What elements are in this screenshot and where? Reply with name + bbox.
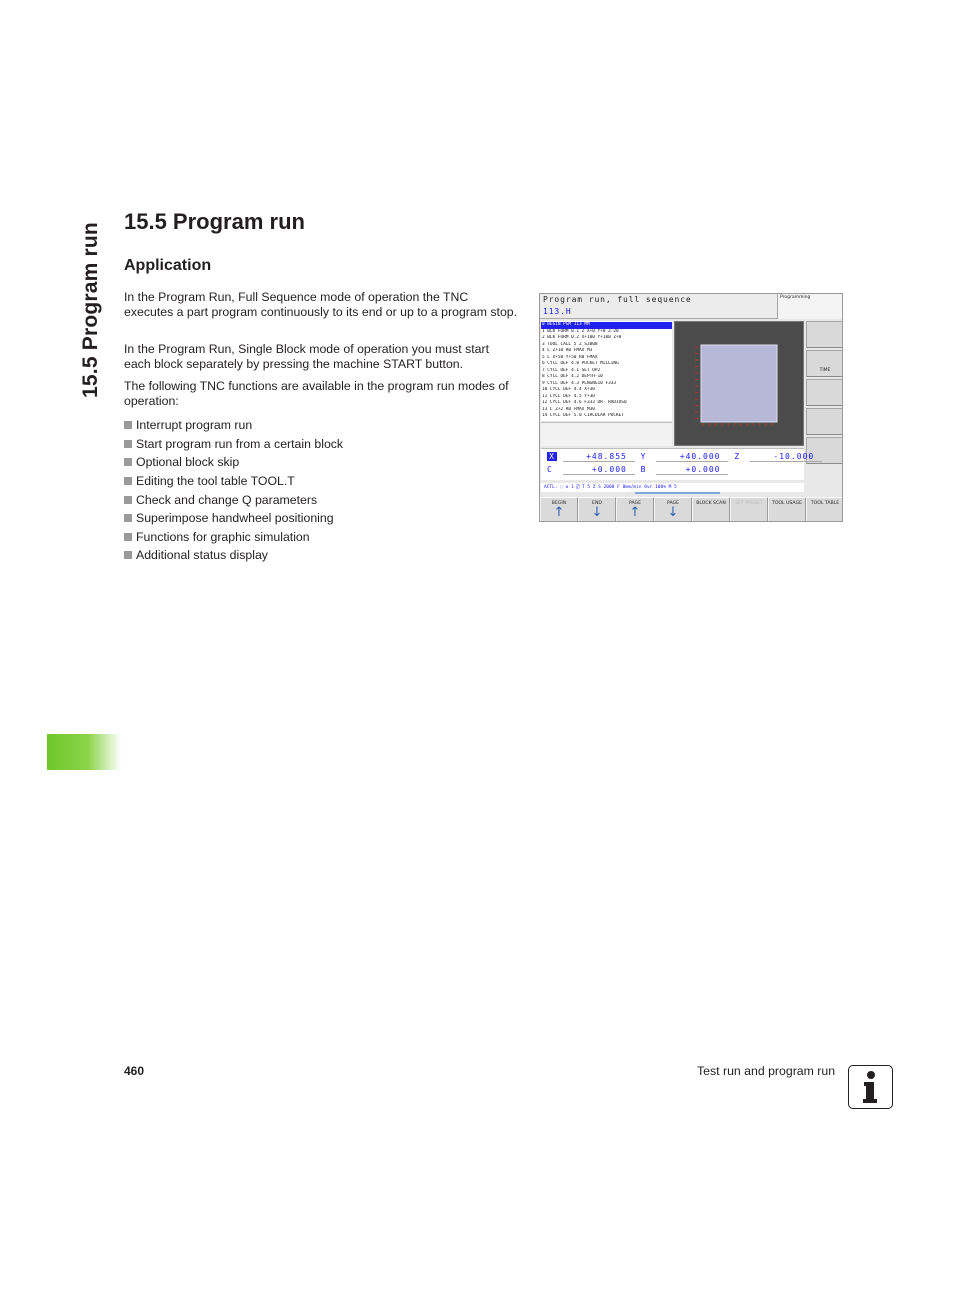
screen-programming-label: Programming xyxy=(777,294,843,319)
screen-listing-footer xyxy=(541,422,672,446)
softkey-label: PAGE xyxy=(629,501,641,506)
screen-mode-header xyxy=(540,294,777,319)
screen-status-line: ACTL. ◌ ⊕ 1 ⍁ T 5 Z S 2000 F 0mm/min Ovr 100% M 5 xyxy=(541,483,804,492)
softkey-label: PAGE xyxy=(667,501,679,506)
scale-ticks-bottom xyxy=(703,423,772,426)
axis-value: +40.000 xyxy=(656,452,728,462)
program-line[interactable]: 14 CYCL DEF 5.0 CIRCULAR POCKET xyxy=(542,413,624,418)
axis-value: +48.855 xyxy=(563,452,635,462)
function-list xyxy=(124,416,343,565)
arrow-up-icon: ↑ xyxy=(629,505,641,520)
screen-bottom-softkeys xyxy=(540,497,843,522)
program-line[interactable]: 0 BEGIN PGM 113 MM xyxy=(541,322,672,329)
program-line[interactable]: 8 CYCL DEF 4.2 DEPTH-10 xyxy=(542,374,603,379)
program-line[interactable]: 11 CYCL DEF 4.5 Y+30 xyxy=(542,393,595,399)
screen-progress-bar xyxy=(635,492,720,494)
axis-label: Y xyxy=(640,452,647,461)
screen-file-name: 113.H xyxy=(543,307,572,316)
program-line[interactable]: 7 CYCL DEF 4.1 SET UP2 xyxy=(542,367,601,373)
bullet-square-icon xyxy=(124,514,132,522)
softkey-tool-table[interactable] xyxy=(806,497,843,522)
chapter-thumb-tab xyxy=(47,734,121,770)
bullet-square-icon xyxy=(124,551,132,559)
bullet-square-icon xyxy=(124,458,132,466)
program-line[interactable]: 1 BLK FORM 0.1 Z X+0 Y+0 Z-20 xyxy=(542,328,619,334)
paragraph-single-block: In the Program Run, Single Block mode of operation you must start each block separately by pressing the machine START button. xyxy=(124,342,489,371)
screen-position-display xyxy=(541,448,815,480)
program-line[interactable]: 5 L X+50 Y+50 R0 FMAX xyxy=(542,354,598,360)
side-chapter-title xyxy=(76,215,106,405)
workpiece-graphic xyxy=(675,322,803,445)
program-line[interactable]: 3 TOOL CALL 5 Z S2000 xyxy=(542,341,598,347)
program-line[interactable]: 12 CYCL DEF 4.6 F333 DR- RADIUS0 xyxy=(542,400,627,405)
softkey-label: SET PRESET xyxy=(735,501,763,506)
softkey-label: BEGIN xyxy=(551,501,567,506)
tnc-screen-figure xyxy=(539,293,843,522)
program-line[interactable]: 2 BLK FORM 0.2 X+100 Y+100 Z+0 xyxy=(542,335,622,340)
axis-label: B xyxy=(640,465,647,474)
axis-label: X xyxy=(547,452,557,461)
softkey-block-scan[interactable] xyxy=(692,497,730,522)
softkey-right[interactable] xyxy=(806,408,843,435)
axis-label: C xyxy=(547,465,553,474)
axis-value: +0.000 xyxy=(656,465,728,475)
arrow-up-icon: ↑ xyxy=(553,505,565,520)
list-item: Start program run from a certain block xyxy=(124,435,343,454)
workpiece-block xyxy=(701,345,777,422)
list-item: Additional status display xyxy=(124,546,343,565)
program-line[interactable]: 6 CYCL DEF 4.0 POCKET MILLING xyxy=(542,361,619,366)
axis-label: Z xyxy=(734,452,741,461)
softkey-label: END xyxy=(592,501,602,506)
softkey-tool-usage[interactable] xyxy=(768,497,806,522)
softkey-set-preset[interactable] xyxy=(730,497,768,522)
arrow-down-icon: ↓ xyxy=(667,505,679,520)
softkey-begin[interactable] xyxy=(540,497,578,522)
running-chapter-title: Test run and program run xyxy=(697,1064,836,1078)
bullet-square-icon xyxy=(124,440,132,448)
section-heading: 15.5 Program run xyxy=(124,209,305,234)
screen-right-softkeys xyxy=(806,321,843,491)
bullet-square-icon xyxy=(124,477,132,485)
screen-graphics-window xyxy=(674,321,804,446)
axis-value: -10.000 xyxy=(750,452,822,462)
softkey-label: TOOL TABLE xyxy=(810,501,840,506)
bullet-square-icon xyxy=(124,496,132,504)
list-item: Check and change Q parameters xyxy=(124,490,343,509)
list-item: Optional block skip xyxy=(124,453,343,472)
position-row-2 xyxy=(547,465,728,475)
paragraph-full-sequence: In the Program Run, Full Sequence mode of operation the TNC executes a part program continuously to its end or up to a program stop. xyxy=(124,290,518,319)
softkey-label: BLOCK SCAN xyxy=(696,501,726,506)
softkey-end[interactable] xyxy=(578,497,616,522)
program-line[interactable]: 4 L Z+10 R0 FMAX M3 xyxy=(542,348,593,353)
screen-program-listing xyxy=(541,321,672,421)
axis-value: +0.000 xyxy=(563,465,635,475)
arrow-down-icon: ↓ xyxy=(591,505,603,520)
softkey-page[interactable] xyxy=(616,497,654,522)
list-item: Editing the tool table TOOL.T xyxy=(124,472,343,491)
program-line[interactable]: 9 CYCL DEF 4.3 PLNGNG10 F333 xyxy=(542,380,617,386)
position-row-1 xyxy=(547,452,822,462)
paragraph-functions-intro: The following TNC functions are available in the program run modes of operation: xyxy=(124,379,509,408)
info-icon xyxy=(848,1065,893,1109)
list-item: Interrupt program run xyxy=(124,416,343,435)
subsection-heading: Application xyxy=(124,257,212,274)
softkey-right[interactable] xyxy=(806,321,843,348)
scale-ticks-left xyxy=(695,347,698,419)
side-chapter-title-text: 15.5 Program run xyxy=(79,222,102,398)
softkey-label: TOOL USAGE xyxy=(772,501,802,506)
screen-mode-title: Program run, full sequence xyxy=(543,295,692,304)
program-line[interactable]: 10 CYCL DEF 4.4 X+30 xyxy=(542,387,595,392)
bullet-square-icon xyxy=(124,421,132,429)
list-item: Functions for graphic simulation xyxy=(124,528,343,547)
softkey-page[interactable] xyxy=(654,497,692,522)
list-item: Superimpose handwheel positioning xyxy=(124,509,343,528)
program-line[interactable]: 13 L Z+2 R0 FMAX M30 xyxy=(542,406,595,412)
softkey-right[interactable] xyxy=(806,379,843,406)
softkey-time[interactable]: TIME xyxy=(806,350,843,377)
page-number: 460 xyxy=(124,1064,145,1078)
bullet-square-icon xyxy=(124,533,132,541)
